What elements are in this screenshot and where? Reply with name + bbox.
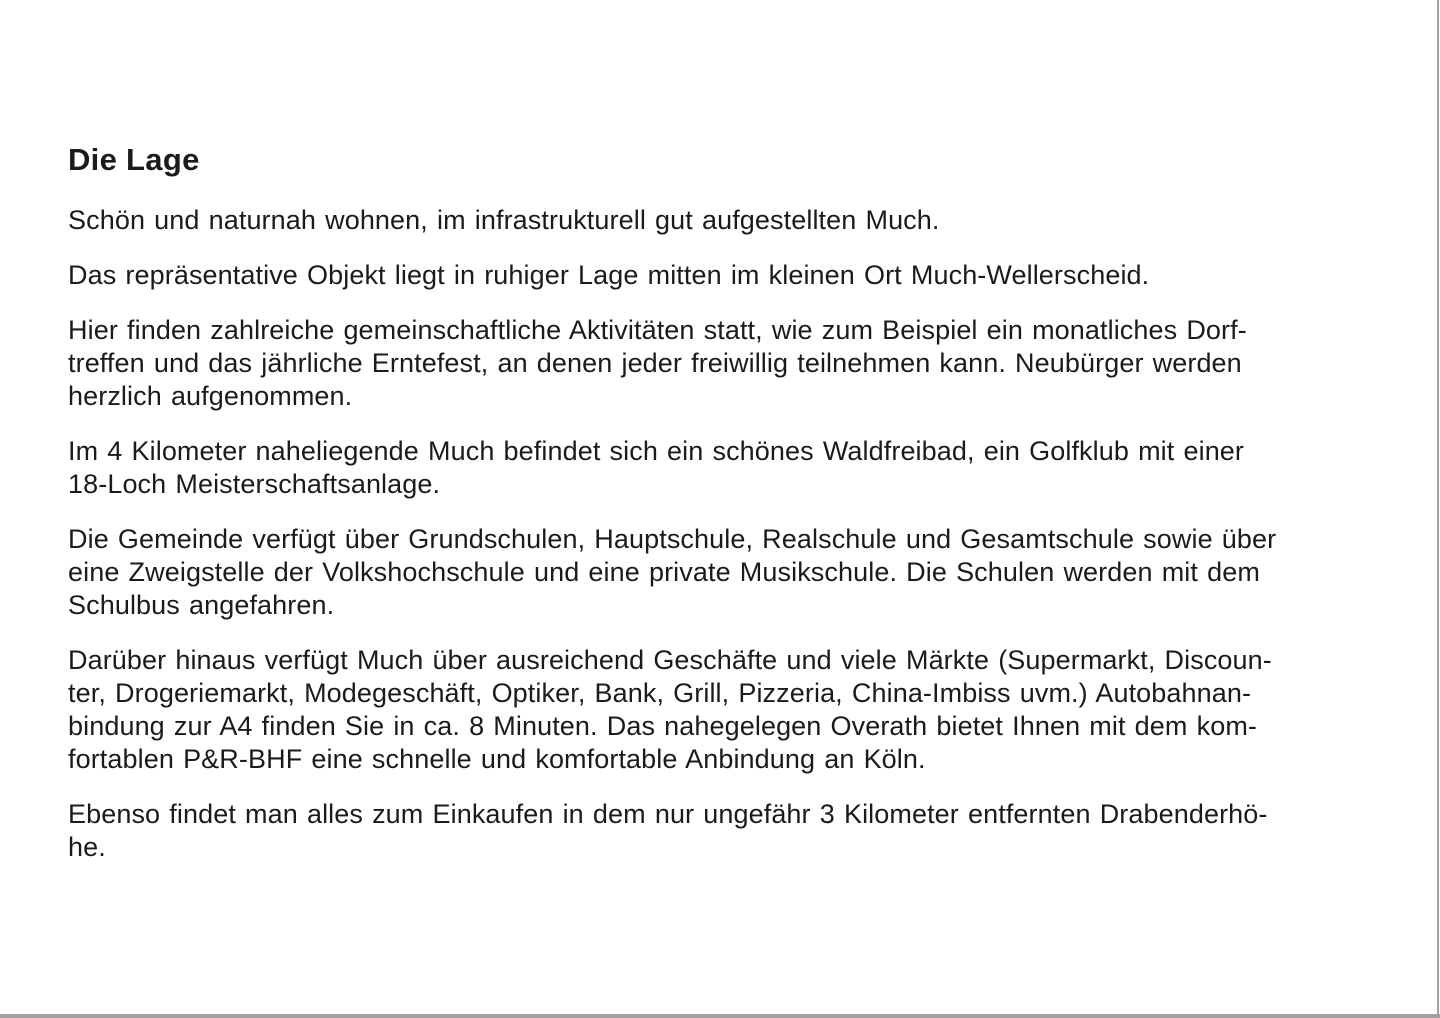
- text-line: Ebenso findet man alles zum Einkaufen in dem nur ungefähr 3 Kilometer entfernten Drabenderhö-: [68, 799, 1268, 829]
- text-line: eine Zweigstelle der Volkshochschule und eine private Musikschule. Die Schulen werden mit dem: [68, 557, 1260, 587]
- text-line: Im 4 Kilometer naheliegende Much befindet sich ein schönes Waldfreibad, ein Golfklub mit einer: [68, 436, 1245, 466]
- text-line: Das repräsentative Objekt liegt in ruhiger Lage mitten im kleinen Ort Much-Wellerscheid.: [68, 260, 1150, 290]
- text-line: he.: [68, 832, 106, 862]
- page-title: Die Lage: [68, 142, 200, 177]
- text-line: 18-Loch Meisterschaftsanlage.: [68, 469, 441, 499]
- text-line: Hier finden zahlreiche gemeinschaftliche Aktivitäten statt, wie zum Beispiel ein monatliches Dorf-: [68, 315, 1247, 345]
- text-line: treffen und das jährliche Erntefest, an denen jeder freiwillig teilnehmen kann. Neubürger werden: [68, 348, 1242, 378]
- paragraph: [68, 798, 1380, 864]
- text-line: ter, Drogeriemarkt, Modegeschäft, Optiker, Bank, Grill, Pizzeria, China-Imbiss uvm.) Autobahnan-: [68, 678, 1252, 708]
- text-line: bindung zur A4 finden Sie in ca. 8 Minuten. Das nahegelegen Overath bietet Ihnen mit dem kom-: [68, 711, 1257, 741]
- body-text: [68, 204, 1380, 864]
- paragraph: [68, 259, 1380, 292]
- paragraph: [68, 204, 1380, 237]
- page-edge-right: [1437, 0, 1439, 1018]
- paragraph: [68, 435, 1380, 501]
- text-line: Schön und naturnah wohnen, im infrastrukturell gut aufgestellten Much.: [68, 205, 940, 235]
- paragraph: [68, 314, 1380, 413]
- paragraph: [68, 523, 1380, 622]
- page-edge-bottom: [0, 1014, 1440, 1018]
- text-line: Schulbus angefahren.: [68, 590, 335, 620]
- text-line: fortablen P&R-BHF eine schnelle und komfortable Anbindung an Köln.: [68, 744, 926, 774]
- text-line: herzlich aufgenommen.: [68, 381, 353, 411]
- paragraph: [68, 644, 1380, 776]
- text-line: Darüber hinaus verfügt Much über ausreichend Geschäfte und viele Märkte (Supermarkt, Discoun-: [68, 645, 1272, 675]
- text-line: Die Gemeinde verfügt über Grundschulen, Hauptschule, Realschule und Gesamtschule sowie über: [68, 524, 1277, 554]
